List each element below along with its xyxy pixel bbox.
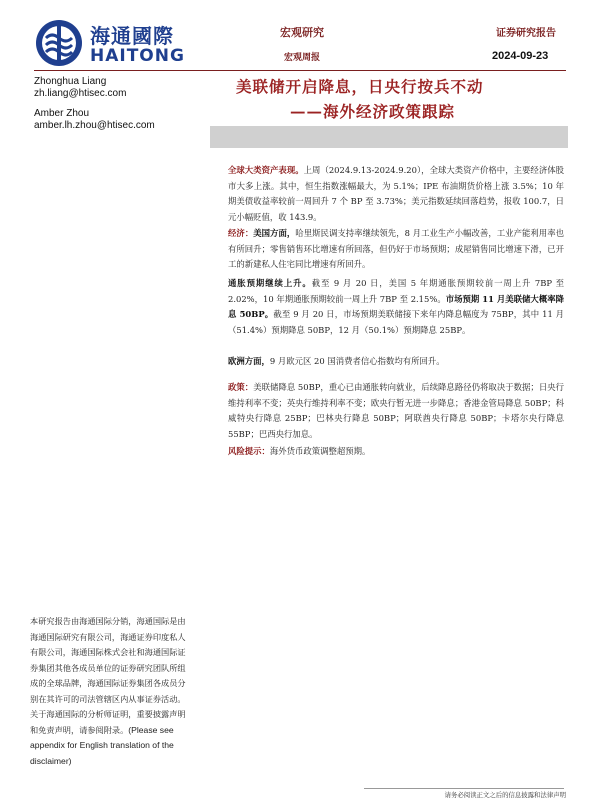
paragraph-text: 海外货币政策调整超预期。	[269, 446, 371, 456]
disclaimer	[30, 614, 188, 769]
header-divider	[34, 70, 566, 71]
haitong-logo	[34, 18, 194, 70]
disclaimer-cn: 本研究报告由海通国际分销，海通国际是由海通国际研究有限公司，海通证券印度私人有限公司，海通国际株式会社和海通国际证券集团其他各成员单位的证券研究团队所组成的全球品牌，海通国际证券集团各成员分别在其许可的司法管辖区内从事证券活动。关于海通国际的分析师证明，重要披露声明和免责声明，请参阅附录。	[30, 616, 186, 735]
paragraph-lead: 市场预期 11 月美联储大概率降息 50BP。	[228, 293, 564, 320]
paragraph-text: 截至 9 月 20 日，美国 5 年期通胀预期较前一周上升 7BP 至 2.02%，10 年期通胀预期较前一周上升 7BP 至 2.15%。	[228, 278, 565, 304]
paragraph-sublead: 美国方面，	[253, 228, 296, 238]
logo-name-en: HAITONG	[90, 46, 185, 66]
paragraph-lead: 欧洲方面，	[228, 356, 270, 366]
report-date: 2024-09-23	[492, 50, 549, 62]
paragraph-lead: 风险提示：	[228, 446, 270, 456]
summary-header-bar	[210, 126, 568, 148]
report-type: 证券研究报告	[496, 28, 556, 39]
paragraph-lead: 政策：	[228, 382, 254, 392]
summary-paragraph	[228, 163, 564, 225]
report-category: 宏观研究	[280, 26, 324, 39]
summary-paragraph	[228, 380, 564, 442]
footer-divider	[364, 788, 564, 789]
report-subtitle: ——海外经济政策跟踪	[290, 102, 456, 121]
author-block	[34, 76, 126, 100]
paragraph-text: 美联储降息 50BP，重心已由通胀转向就业，后续降息路径仍将取决于数据；日央行维持利率不变；英央行维持利率不变；欧央行暂无进一步降息；香港金管局降息 50BP；科威特央行降息 25BP；巴林央行降息 50BP；阿联酋央行降息 50BP；卡塔尔央行降息 55BP；巴西央行加息。	[228, 382, 565, 439]
logo-name-cn: 海通國際	[90, 24, 174, 48]
paragraph-text: 上周（2024.9.13-2024.9.20），全球大类资产价格中，主要经济体股市大多上涨。其中，恒生指数涨幅最大，为 5.1%；IPE 布油期货价格上涨 3.5%；10 年期美债收益率较前一周回升 7 个 BP 至 3.73%；美元指数延续回落趋势，报收 100.7，日元小幅贬值，收 143.9。	[228, 165, 564, 222]
haitong-logo-mark-icon	[34, 18, 84, 68]
paragraph-text: 9 月欧元区 20 国消费者信心指数均有所回升。	[269, 356, 445, 366]
disclaimer-en[interactable]: (Please see appendix for English translation of the disclaimer)	[30, 724, 174, 766]
paragraph-lead: 全球大类资产表现。	[228, 165, 304, 175]
paragraph-text: 截至 9 月 20 日，市场预期美联储接下来年内降息幅度为 75BP，其中 11 月（51.4%）预期降息 50BP，12 月（50.1%）预期降息 25BP。	[228, 309, 564, 335]
author-name: Zhonghua Liang	[34, 76, 107, 87]
summary-paragraph	[228, 354, 564, 370]
summary-paragraph	[228, 226, 564, 273]
summary-paragraph	[228, 276, 564, 338]
author-email[interactable]: zh.liang@htisec.com	[34, 88, 127, 99]
paragraph-text: 哈里斯民调支持率继续领先，8 月工业生产小幅改善，工业产能利用率也有所回升；零售销售环比增速有所回落，但仍好于市场预期；成屋销售同比增速下滑，已开工的新建私人住宅同比增速有所回升。	[228, 228, 565, 270]
author-block	[34, 108, 155, 132]
paragraph-lead: 通胀预期继续上升。	[228, 278, 312, 288]
report-title: 美联储开启降息，日央行按兵不动	[236, 77, 484, 96]
author-email[interactable]: amber.lh.zhou@htisec.com	[34, 120, 155, 131]
summary-paragraph	[228, 444, 564, 460]
footer-note: 请务必阅读正文之后的信息披露和法律声明	[444, 791, 566, 799]
author-name: Amber Zhou	[34, 108, 90, 119]
paragraph-lead: 经济：	[228, 228, 254, 238]
report-subcategory: 宏观周报	[284, 53, 321, 63]
